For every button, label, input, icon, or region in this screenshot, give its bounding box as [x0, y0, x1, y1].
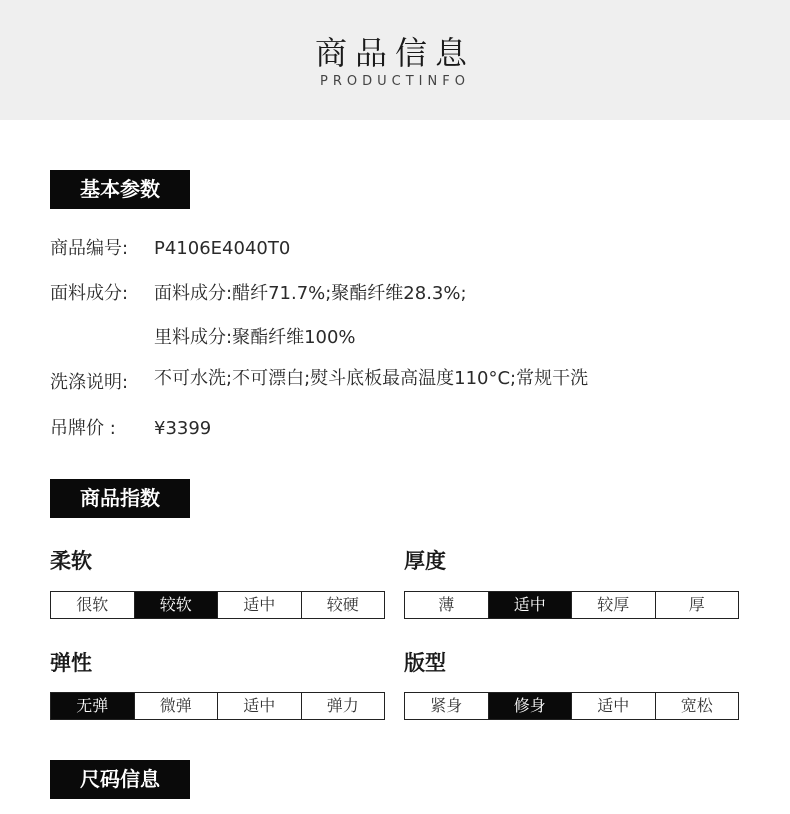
param-fabric-outer: 面料成分:醋纤71.7%;聚酯纤维28.3%; [154, 283, 467, 304]
param-fabric-lining: 里料成分:聚酯纤维100% [154, 327, 356, 348]
section-product-index: 商品指数 [50, 479, 190, 518]
param-price-label: 吊牌价 : [50, 418, 116, 439]
section-basic-params: 基本参数 [50, 170, 190, 209]
scale-option: 适中 [571, 693, 655, 719]
scale-option-selected: 适中 [488, 592, 572, 618]
scale-option: 薄 [438, 595, 455, 614]
page-subtitle: PRODUCTINFO [320, 74, 470, 89]
scale-option: 微弹 [134, 693, 218, 719]
index-scale-fit [404, 692, 739, 720]
scale-option: 弹力 [301, 693, 385, 719]
param-fabric-label: 面料成分: [50, 283, 129, 304]
param-code-label: 商品编号: [50, 238, 129, 259]
index-title-thickness: 厚度 [404, 549, 446, 573]
scale-option: 较硬 [301, 592, 385, 618]
index-scale-elasticity [50, 692, 385, 720]
scale-option-selected: 修身 [488, 693, 572, 719]
scale-option-selected: 无弹 [51, 693, 134, 719]
param-wash-label: 洗涤说明: [50, 372, 129, 393]
index-scale-thickness [404, 591, 739, 619]
index-title-fit: 版型 [404, 651, 446, 675]
index-scale-softness [50, 591, 385, 619]
scale-option: 较厚 [571, 592, 655, 618]
page-title: 商品信息 [314, 34, 475, 72]
scale-option-selected: 较软 [134, 592, 218, 618]
scale-option: 紧身 [430, 696, 463, 715]
scale-option: 适中 [217, 592, 301, 618]
scale-option: 厚 [655, 592, 739, 618]
scale-option: 宽松 [655, 693, 739, 719]
param-wash-value: 不可水洗;不可漂白;熨斗底板最高温度110°C;常规干洗 [154, 368, 589, 389]
product-info-header [0, 0, 790, 120]
scale-option: 很软 [76, 595, 109, 614]
section-size-info: 尺码信息 [50, 760, 190, 799]
scale-option: 适中 [217, 693, 301, 719]
index-title-elasticity: 弹性 [50, 651, 92, 675]
index-title-softness: 柔软 [50, 549, 92, 573]
param-price-value: ¥3399 [154, 418, 212, 439]
param-code-value: P4106E4040T0 [154, 238, 291, 259]
